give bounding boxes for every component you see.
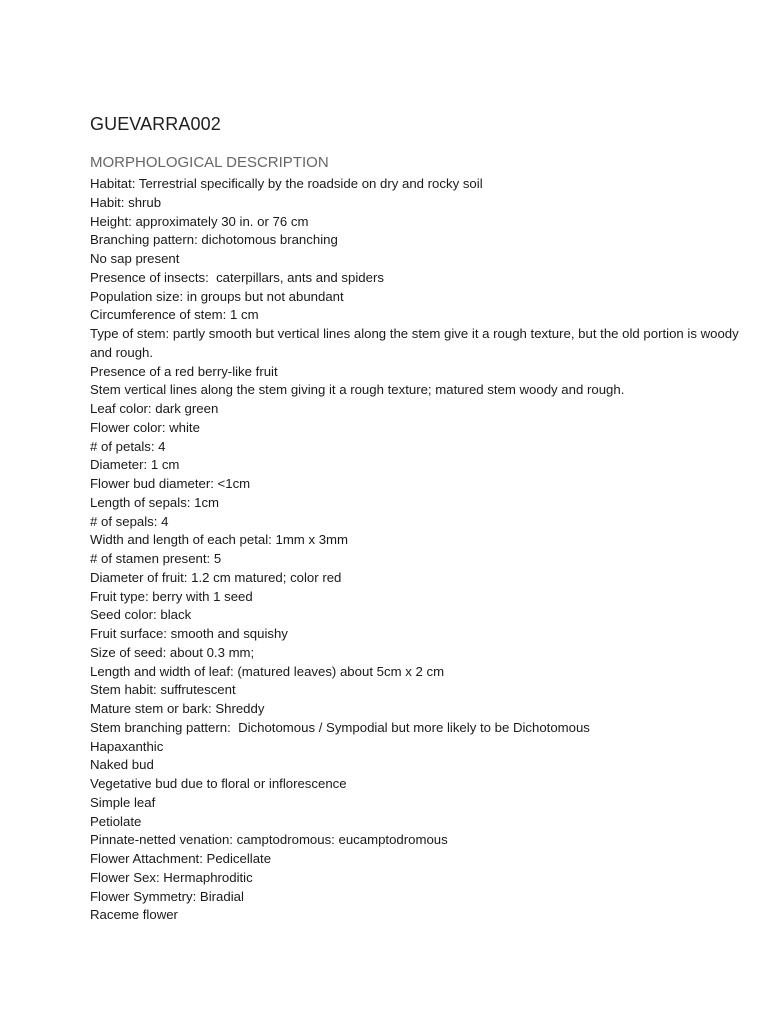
description-line: Habit: shrub xyxy=(90,194,162,210)
section-heading: MORPHOLOGICAL DESCRIPTION xyxy=(90,154,329,171)
description-line: # of stamen present: 5 xyxy=(90,551,222,566)
description-line: Flower Symmetry: Biradial xyxy=(90,888,244,904)
description-line: Stem branching pattern: Dichotomous / Sympodial but more likely to be Dichotomous xyxy=(90,719,590,735)
description-line: Vegetative bud due to floral or inflorescence xyxy=(90,776,347,791)
description-line: Flower bud diameter: <1cm xyxy=(90,476,251,491)
description-line: Population size: in groups but not abundant xyxy=(90,288,344,304)
description-line: # of sepals: 4 xyxy=(90,513,169,529)
description-line: Presence of insects: caterpillars, ants and spiders xyxy=(90,269,384,285)
document-page xyxy=(90,112,750,925)
description-line: Seed color: black xyxy=(90,607,192,623)
document-title: GUEVARRA002 xyxy=(90,114,221,134)
description-line: Height: approximately 30 in. or 76 cm xyxy=(90,213,309,229)
description-line: Raceme flower xyxy=(90,907,178,923)
description-line: Flower Attachment: Pedicellate xyxy=(90,851,272,866)
description-line: No sap present xyxy=(90,251,180,266)
description-line: Simple leaf xyxy=(90,794,156,810)
description-line: Pinnate-netted venation: camptodromous: eucamptodromous xyxy=(90,832,448,848)
description-line: Diameter of fruit: 1.2 cm matured; color red xyxy=(90,569,342,585)
description-line: Mature stem or bark: Shreddy xyxy=(90,701,265,716)
description-line: Branching pattern: dichotomous branching xyxy=(90,232,338,248)
description-line: Circumference of stem: 1 cm xyxy=(90,307,259,323)
description-line: Habitat: Terrestrial specifically by the roadside on dry and rocky soil xyxy=(90,176,483,191)
description-line: Type of stem: partly smooth but vertical lines along the stem give it a rough texture, but the old portion is woody and rough. xyxy=(90,326,743,360)
description-line: Naked bud xyxy=(90,757,154,773)
description-line: Flower color: white xyxy=(90,419,200,435)
description-list xyxy=(90,175,750,925)
description-line: Fruit type: berry with 1 seed xyxy=(90,588,253,604)
description-line: Width and length of each petal: 1mm x 3mm xyxy=(90,532,349,548)
description-line: Length and width of leaf: (matured leaves) about 5cm x 2 cm xyxy=(90,663,445,679)
description-line: Presence of a red berry-like fruit xyxy=(90,363,278,379)
description-line: # of petals: 4 xyxy=(90,438,166,454)
description-line: Length of sepals: 1cm xyxy=(90,494,220,510)
description-line: Diameter: 1 cm xyxy=(90,457,180,473)
description-line: Size of seed: about 0.3 mm; xyxy=(90,644,255,660)
description-line: Hapaxanthic xyxy=(90,738,164,754)
description-line: Stem habit: suffrutescent xyxy=(90,682,236,698)
description-line: Petiolate xyxy=(90,813,142,829)
description-line: Fruit surface: smooth and squishy xyxy=(90,626,288,641)
description-line: Flower Sex: Hermaphroditic xyxy=(90,869,253,885)
description-line: Leaf color: dark green xyxy=(90,401,219,416)
description-line: Stem vertical lines along the stem giving it a rough texture; matured stem woody and rough. xyxy=(90,382,625,398)
